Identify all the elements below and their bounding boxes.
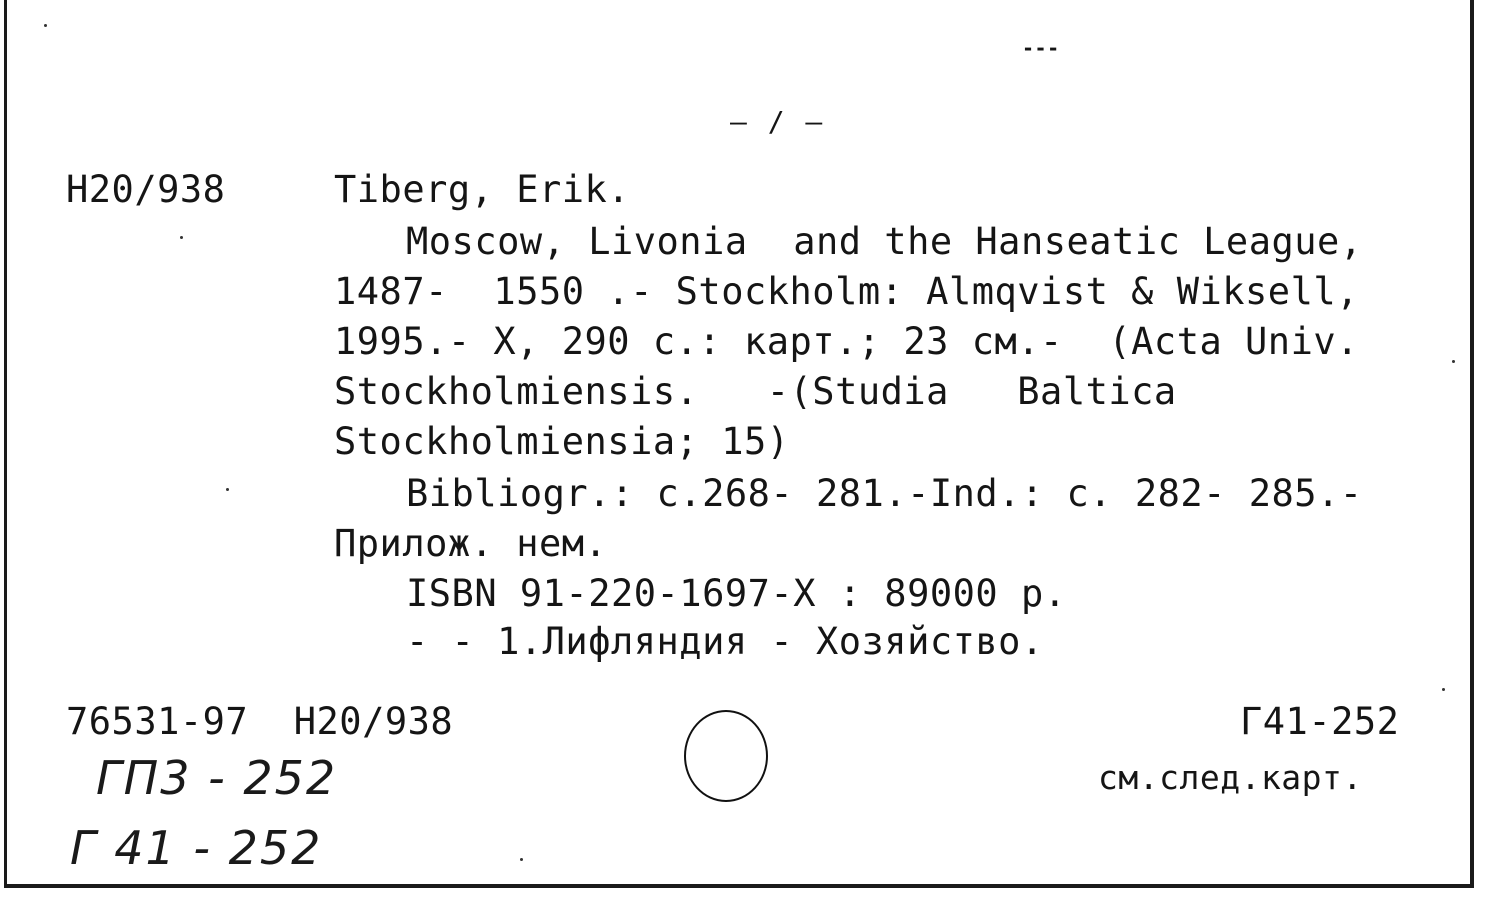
title-line-3: 1995.- X, 290 c.: карт.; 23 см.- (Acta Univ. xyxy=(334,320,1359,363)
card-punch-hole xyxy=(684,710,768,802)
title-line-2: 1487- 1550 .- Stockholm: Almqvist & Wiksell, xyxy=(334,270,1359,313)
handwritten-note-1: ГП3 - 252 xyxy=(96,751,338,805)
title-line-1: Moscow, Livonia and the Hanseatic League, xyxy=(406,220,1363,263)
accession-number: 76531-97 H20/938 xyxy=(66,700,454,743)
speck xyxy=(180,236,183,239)
notes-line-2: Прилож. нем. xyxy=(334,522,608,565)
card-number: — / — xyxy=(730,105,825,138)
isbn-line: ISBN 91-220-1697-X : 89000 p. xyxy=(406,572,1067,615)
speck xyxy=(1452,360,1455,363)
speck xyxy=(44,24,47,27)
top-mark: ‑‑‑ xyxy=(1022,36,1060,60)
author-heading: Tiberg, Erik. xyxy=(334,168,631,211)
handwritten-note-2: Г 41 - 252 xyxy=(70,821,323,875)
speck xyxy=(226,488,229,491)
subject-line: - - 1.Лифляндия - Хозяйство. xyxy=(406,620,1044,663)
title-line-4: Stockholmiensis. -(Studia Baltica xyxy=(334,370,1177,413)
classification-code: Г41-252 xyxy=(1240,700,1400,743)
title-line-5: Stockholmiensia; 15) xyxy=(334,420,790,463)
speck xyxy=(1442,688,1445,691)
see-next-card: см.след.карт. xyxy=(1098,758,1363,797)
call-number: H20/938 xyxy=(66,168,226,211)
speck xyxy=(520,858,523,861)
notes-line-1: Bibliogr.: c.268- 281.-Ind.: c. 282- 285.- xyxy=(406,472,1363,515)
